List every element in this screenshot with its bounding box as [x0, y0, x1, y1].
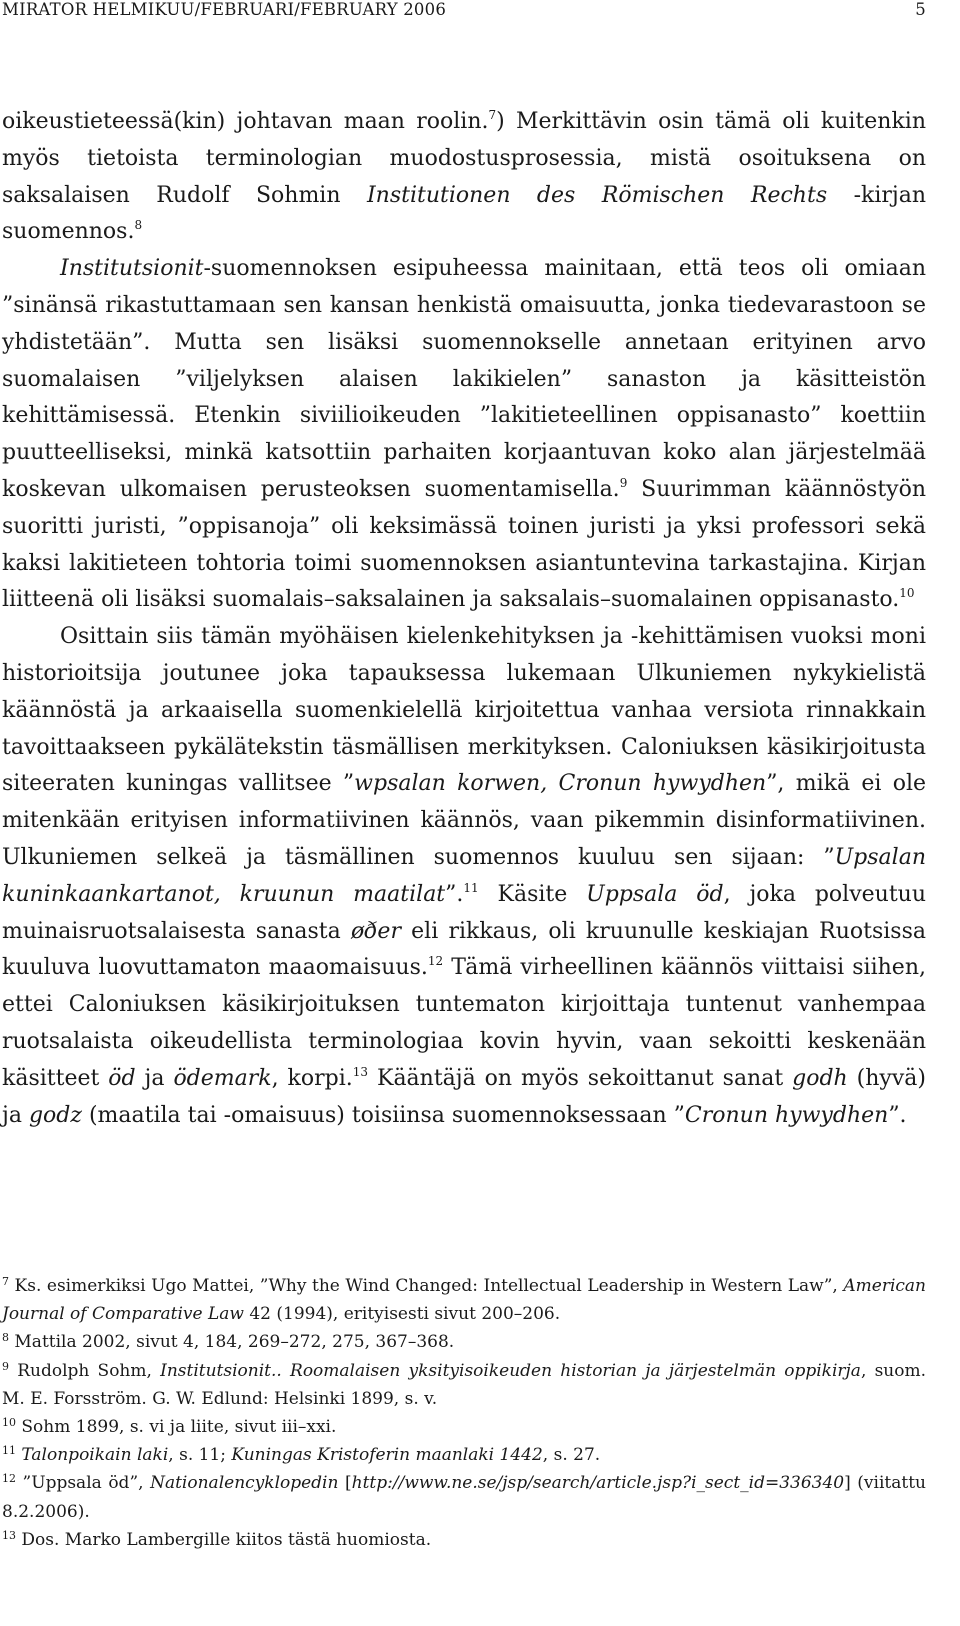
- running-head-title: MIRATOR HELMIKUU/FEBRUARI/FEBRUARY 2006: [2, 0, 447, 19]
- footnote-ref-11: 11: [463, 880, 479, 895]
- url-link[interactable]: http://www.ne.se/jsp/search/article.jsp?i_sect_id=336340: [351, 1473, 845, 1494]
- footnotes: [2, 1272, 926, 1554]
- footnote-7: $^7$ Ks. esimerkiksi Ugo Mattei, ”Why the Wind Changed: Intellectual Leadership in Western Law”, American Journal of Comparative Law 42 (1994), erityisesti sivut 200–206.: [2, 1275, 926, 1325]
- footnote-ref-9: 9: [619, 475, 628, 490]
- footnote-ref-13: 13: [352, 1064, 369, 1079]
- footnote-9: $^9$ Rudolph Sohm, Institutsionit.. Roomalaisen yksityisoikeuden historian ja järjestelmän oppikirja, suom. M. E. Forsström. G. W. Edlund: Helsinki 1899, s. v.: [2, 1359, 926, 1409]
- main-text: [2, 104, 926, 1134]
- footnote-11: $^{11}$ Talonpoikain laki, s. 11; Kuningas Kristoferin maanlaki 1442, s. 27.: [2, 1444, 601, 1466]
- running-header: [0, 0, 926, 20]
- footnote-10: $^{10}$ Sohm 1899, s. vi ja liite, sivut iii–xxi.: [2, 1416, 337, 1438]
- footnote-ref-10: 10: [899, 586, 915, 601]
- footnote-ref-7: 7: [488, 108, 497, 122]
- paragraph-2: Institutsionit-suomennoksen esipuheessa mainitaan, että teos oli omiaan ”sinänsä rikastuttamaan sen kansan henkistä omaisuutta, jonka tiedevarastoon se yhdistetään”. Mutta sen lisäksi suomennokselle annetaan erityinen arvo suomalaisen ”viljelyksen alaisen lakikielen” sanaston ja käsitteistön kehittämisessä. Etenkin siviilioikeuden ”lakitieteellinen oppisanasto” koettiin puutteelliseksi, minkä katsottiin parhaiten korjaantuvan koko alan järjestelmää koskevan ulkomaisen perusteoksen suomentamisella.$^9$ Suurimman käännöstyön suoritti juristi, ”oppisanoja” oli keksimässä toinen juristi ja yksi professori sekä kaksi lakitieteen tohtoria toimi suomennoksen asiantuntevina tarkastajina. Kirjan liitteenä oli lisäksi suomalais–saksalainen ja saksalais–suomalainen oppisanasto.$^{10}$: [2, 256, 927, 613]
- footnote-ref-8: 8: [134, 218, 143, 233]
- footnote-8: $^8$ Mattila 2002, sivut 4, 184, 269–272, 275, 367–368.: [2, 1331, 455, 1353]
- footnote-ref-12: 12: [427, 954, 444, 969]
- paragraph-1: oikeustieteessä(kin) johtavan maan roolin.$^7$) Merkittävin osin tämä oli kuitenkin myös tietoista terminologian muodostusprosessia, mistä osoituksena on saksalaisen Rudolf Sohmin Institutionen des Römischen Rechts -kirjan suomennos.$^8$: [2, 108, 926, 245]
- footnote-13: $^{13}$ Dos. Marko Lambergille kiitos tästä huomiosta.: [2, 1528, 432, 1550]
- page-number: 5: [915, 0, 926, 19]
- footnote-12: $^{12}$ ”Uppsala öd”, Nationalencyklopedin [http://www.ne.se/jsp/search/article.jsp?i_sect_id=336340] (viitattu 8.2.2006).: [2, 1472, 926, 1522]
- paragraph-3: Osittain siis tämän myöhäisen kielenkehityksen ja -kehittämisen vuoksi moni historioitsija joutunee joka tapauksessa lukemaan Ulkuniemen nykykielistä käännöstä ja arkaaisella suomenkielellä kirjoitettua vanhaa versiota rinnakkain tavoittaakseen pykälätekstin täsmällisen merkityksen. Caloniuksen käsikirjoitusta siteeraten kuningas vallitsee ”wpsalan korwen, Cronun hywydhen”, mikä ei ole mitenkään erityisen informatiivinen käännös, vaan pikemmin disinformatiivinen. Ulkuniemen selkeä ja täsmällinen suomennos kuuluu sen sijaan: ”Upsalan kuninkaankartanot, kruunun maatilat”.$^{11}$ Käsite Uppsala öd, joka polveutuu muinaisruotsalaisesta sanasta øðer eli rikkaus, oli kruunulle keskiajan Ruotsissa kuuluva luovuttamaton maaomaisuus.$^{12}$ Tämä virheellinen käännös viittaisi siihen, ettei Caloniuksen käsikirjoituksen tuntematon kirjoittaja tuntenut vanhempaa ruotsalaista oikeudellista terminologiaa kovin hyvin, vaan sekoitti keskenään käsitteet öd ja ödemark, korpi.$^{13}$ Kääntäjä on myös sekoittanut sanat godh (hyvä) ja godz (maatila tai -omaisuus) toisiinsa suomennoksessaan ”Cronun hywydhen”.: [2, 624, 927, 1128]
